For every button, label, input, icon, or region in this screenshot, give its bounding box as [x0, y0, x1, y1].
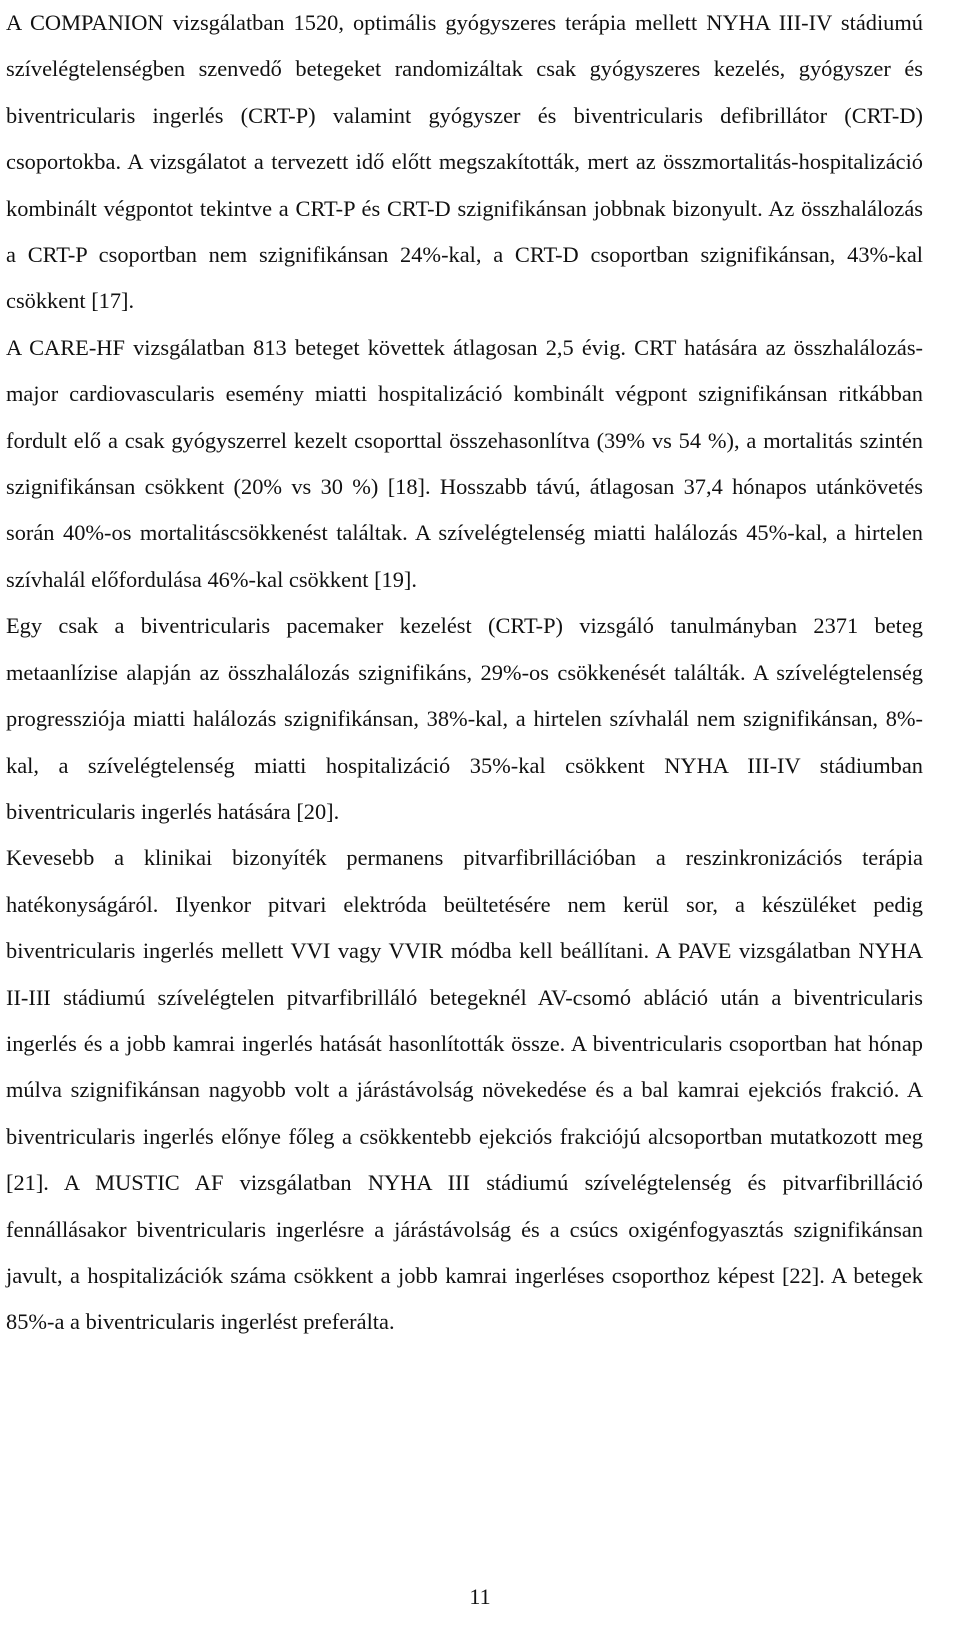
paragraph-care-hf: A CARE-HF vizsgálatban 813 beteget követtek átlagosan 2,5 évig. CRT hatására az összhalálozás-major cardiovascularis esemény miatti hospitalizáció kombinált végpont szignifikánsan ritkábban fordult elő a csak gyógyszerrel kezelt csoporttal összehasonlítva (39% vs 54 %), a mortalitás szintén szignifikánsan csökkent (20% vs 30 %) [18]. Hosszabb távú, átlagosan 37,4 hónapos utánkövetés során 40%-os mortalitáscsökkenést találtak. A szívelégtelenség miatti halálozás 45%-kal, a hirtelen szívhalál előfordulása 46%-kal csökkent [19]. [6, 334, 923, 592]
body-text [6, 0, 923, 1346]
paragraph-atrial-fibrillation: Kevesebb a klinikai bizonyíték permanens pitvarfibrillációban a reszinkronizációs terápia hatékonyságáról. Ilyenkor pitvari elektróda beültetésére nem kerül sor, a készüléket pedig biventricularis ingerlés mellett VVI vagy VVIR módba kell beállítani. A PAVE vizsgálatban NYHA II-III stádiumú szívelégtelen pitvarfibrilláló betegeknél AV-csomó abláció után a biventricularis ingerlés és a jobb kamrai ingerlés hatását hasonlították össze. A biventricularis csoportban hat hónap múlva szignifikánsan nagyobb volt a járástávolság növekedése és a bal kamrai ejekciós frakció. A biventricularis ingerlés előnye főleg a csökkentebb ejekciós frakciójú alcsoportban mutatkozott meg [21]. A MUSTIC AF vizsgálatban NYHA III stádiumú szívelégtelenség és pitvarfibrilláció fennállásakor biventricularis ingerlésre a járástávolság és a csúcs oxigénfogyasztás szignifikánsan javult, a hospitalizációk száma csökkent a jobb kamrai ingerléses csoporthoz képest [22]. A betegek 85%-a a biventricularis ingerlést preferálta. [6, 845, 923, 1335]
paragraph-meta-analysis: Egy csak a biventricularis pacemaker kezelést (CRT-P) vizsgáló tanulmányban 2371 beteg metaanlízise alapján az összhalálozás szignifikáns, 29%-os csökkenését találták. A szívelégtelenség progressziója miatti halálozás szignifikánsan, 38%-kal, a hirtelen szívhalál nem szignifikánsan, 8%-kal, a szívelégtelenség miatti hospitalizáció 35%-kal csökkent NYHA III-IV stádiumban biventricularis ingerlés hatására [20]. [6, 613, 923, 824]
page-number: 11 [469, 1584, 491, 1609]
paragraph-companion: A COMPANION vizsgálatban 1520, optimális gyógyszeres terápia mellett NYHA III-IV stádiumú szívelégtelenségben szenvedő betegeket randomizáltak csak gyógyszeres kezelés, gyógyszer és biventricularis ingerlés (CRT-P) valamint gyógyszer és biventricularis defibrillátor (CRT-D) csoportokba. A vizsgálatot a tervezett idő előtt megszakították, mert az összmortalitás-hospitalizáció kombinált végpontot tekintve a CRT-P és CRT-D szignifikánsan jobbnak bizonyult. Az összhalálozás a CRT-P csoportban nem szignifikánsan 24%-kal, a CRT-D csoportban szignifikánsan, 43%-kal csökkent [17]. [6, 10, 923, 314]
